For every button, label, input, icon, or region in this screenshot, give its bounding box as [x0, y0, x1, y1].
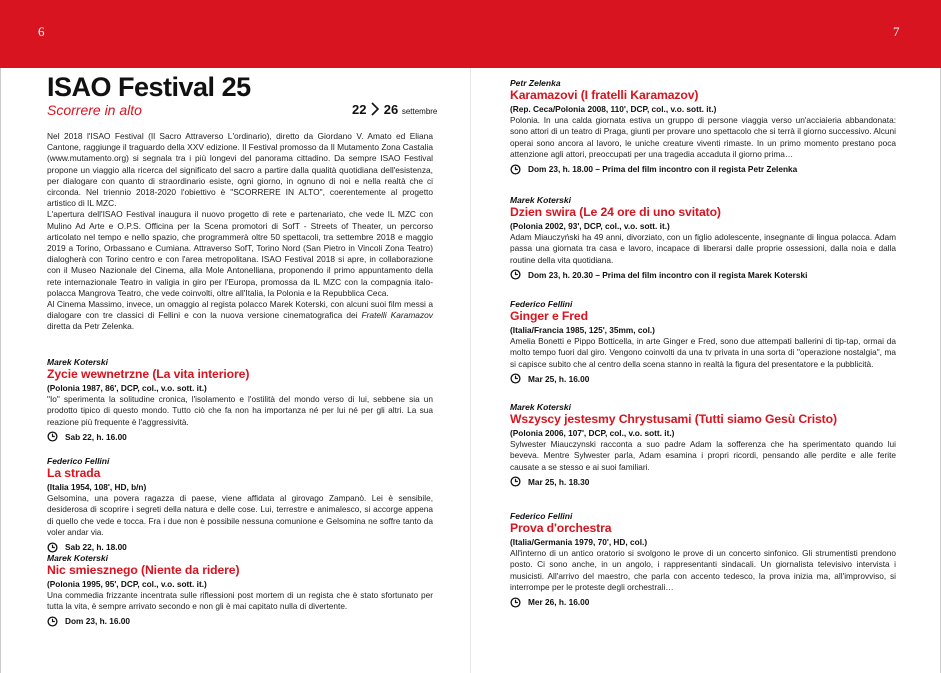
film-showtime	[510, 597, 896, 608]
intro-text: diretta da Petr Zelenka.	[47, 321, 135, 332]
film-title: La strada	[47, 466, 101, 480]
film-entry	[47, 357, 433, 442]
film-director: Marek Koterski	[510, 195, 571, 205]
film-title: Ginger e Fred	[510, 309, 588, 323]
date-start: 22	[352, 102, 367, 117]
film-director: Federico Fellini	[47, 456, 110, 466]
festival-subtitle: Scorrere in alto	[47, 102, 142, 118]
film-entry	[47, 456, 433, 553]
date-month: settembre	[401, 107, 438, 116]
film-director: Marek Koterski	[510, 402, 571, 412]
showtime-text: Dom 23, h. 18.00 – Prima del film incontro con il regista Petr Zelenka	[528, 164, 798, 175]
clock-icon	[510, 373, 521, 384]
festival-dates	[352, 102, 437, 117]
showtime-text: Dom 23, h. 20.30 – Prima del film incontro con il regista Marek Koterski	[528, 269, 808, 280]
film-title: Wszyscy jestesmy Chrystusami (Tutti siamo Gesù Cristo)	[510, 412, 837, 426]
film-showtime	[510, 476, 896, 487]
film-showtime	[510, 269, 896, 280]
intro-film-title: Fratelli Karamazov	[361, 310, 433, 321]
film-title: Zycie wewnetrzne (La vita interiore)	[47, 367, 250, 381]
film-meta: (Italia 1954, 108', HD, b/n)	[47, 482, 147, 492]
intro-paragraph-3	[47, 299, 433, 333]
film-director: Federico Fellini	[510, 299, 573, 309]
showtime-text: Sab 22, h. 16.00	[65, 431, 127, 442]
showtime-text: Mar 25, h. 16.00	[528, 373, 590, 384]
film-entry	[510, 511, 896, 608]
festival-title: ISAO Festival 25	[47, 72, 251, 102]
film-title: Prova d'orchestra	[510, 521, 612, 535]
film-title: Dzien swira (Le 24 ore di uno svitato)	[510, 205, 721, 219]
film-director: Petr Zelenka	[510, 78, 561, 88]
showtime-text: Dom 23, h. 16.00	[65, 616, 131, 627]
film-description: All'interno di un antico oratorio si svolgono le prove di un concerto sinfonico. Gli strumentisti prendono posto. Ci sono anche, in un angolo, i rappresentanti sindacali. Un giornalista televisivo intervista i musicisti. All'arrivo del maestro, che parla con accento tedesco, la prova inizia ma, all'improvviso, si interrompe per le proteste degli orchestrali…	[510, 548, 896, 593]
showtime-text: Sab 22, h. 18.00	[65, 542, 127, 553]
film-meta: (Italia/Germania 1979, 70', HD, col.)	[510, 537, 648, 547]
clock-icon	[510, 597, 521, 608]
film-description: Una commedia frizzante incentrata sulle riflessioni post mortem di un regista che è stato sfortunato per tutta la vita, è sempre arrivato secondo e non gli è mai capitato nulla di divertente.	[47, 590, 433, 612]
clock-icon	[47, 431, 58, 442]
film-director: Federico Fellini	[510, 511, 573, 521]
showtime-text: Mer 26, h. 16.00	[528, 597, 590, 608]
film-meta: (Polonia 2002, 93', DCP, col., v.o. sott. it.)	[510, 221, 670, 231]
film-meta: (Polonia 1995, 95', DCP, col., v.o. sott. it.)	[47, 579, 207, 589]
intro-paragraph-1: Nel 2018 l'ISAO Festival (Il Sacro Attraverso L'ordinario), diretto da Giordano V. Amato ed Eliana Cantone, raggiunge il traguardo della XXV edizione. Il Festival promosso da Il Mutamento Zona Castalia (www.mutamento.org) si segnala tra i più longevi del panorama cittadino. Da sempre ISAO Festival propone un viaggio alla ricerca del significato del sacro a partire dalla qualità quotidiana dell'esistenza, per dialogare con quanto di straordinario esiste, ogni giorno, in ognuno di noi e nella realtà che ci circonda. Nel triennio 2018-2020 l'obiettivo è "SCORRERE IN ALTO", coerentemente al progetto artistico di IL MZC.	[47, 131, 433, 209]
film-showtime	[47, 431, 433, 442]
intro-paragraph-2: L'apertura dell'ISAO Festival inaugura il nuovo progetto di rete e partenariato, che vede IL MZC con Mulino Ad Arte e O.P.S. Officina per la Scena promotori di SofT - Streets of Theater, un percorso articolato nel tempo e nello spazio, che programmerà oltre 50 spettacoli, tra settembre 2018 e maggio 2019 a Torino, Orbassano e Cumiana. Attraverso SofT, Torino Nord (San Pietro in Vincoli Zona Teatro) dialogherà con Torino centro e con l'area metropolitana. ISAO Festival 2018 si apre, in collaborazione con il Museo Nazionale del Cinema, alla Mole Antonelliana, proponendo il primo appuntamento della rete internazionale Teatro in valigia in giro per l'Europa, promossa da IL MZC con la compagnia italo-polacca Mangrova Teatro, che vede coinvolti, oltre all'Italia, la Polonia e la Repubblica Ceca.	[47, 209, 433, 298]
film-showtime	[47, 542, 433, 553]
film-showtime	[510, 373, 896, 384]
film-description: Amelia Bonetti e Pippo Botticella, in arte Ginger e Fred, sono due attempati ballerini di tip-tap, ormai da molto tempo fuori dal giro. Vengono coinvolti da una tv privata in una sorta di "operazione nostalgia", ma si capisce subito che al centro della scena stanno in realtà la figura del presentatore e la pubblicità.	[510, 336, 896, 369]
film-title: Nic smiesznego (Niente da ridere)	[47, 563, 240, 577]
film-description: Gelsomina, una povera ragazza di paese, viene affidata al girovago Zampanò. Lei è sensibile, desiderosa di scoprire i segreti della natura e delle cose. Lui, terrestre e animalesco, si accorge appena di quello che vede e tocca. Fra i due non è possibile nessuna comunione e Gelsomina ne soffre tanto da voler andar via.	[47, 493, 433, 538]
page-number-left: 6	[38, 24, 45, 39]
film-description: "Io" sperimenta la solitudine cronica, l'isolamento e l'ostilità del mondo verso di lui, sebbene sia un prodotto tipico di questo mondo. Tutto ciò che fa non ha importanza né per lui né per gli altri. La sua reazione più frequente è l'aggressività.	[47, 394, 433, 427]
clock-icon	[47, 542, 58, 553]
festival-intro	[47, 131, 433, 333]
film-description: Polonia. In una calda giornata estiva un gruppo di persone viaggia verso un'acciaieria abbandonata: sono attori di un teatro di Praga, giunti per provare uno spettacolo che si terrà il giorno successivo. Alcuni operai sono ancora al lavoro, le uniche creature viventi rimaste. In un primo momento prestano poca attenzione agli attori, preoccupati per una tragedia accaduta il giorno prima…	[510, 115, 896, 160]
film-showtime	[47, 616, 433, 627]
intro-text: Al Cinema Massimo, invece, un omaggio al regista polacco Marek Koterski, con alcuni suoi film messi a dialogare con tre classici di Fellini e con la nuova versione cinematografica dei	[47, 299, 433, 321]
showtime-text: Mar 25, h. 18.30	[528, 476, 590, 487]
film-entry	[510, 299, 896, 384]
film-title: Karamazovi (I fratelli Karamazov)	[510, 88, 699, 102]
film-entry	[510, 78, 896, 175]
clock-icon	[47, 616, 58, 627]
film-director: Marek Koterski	[47, 553, 108, 563]
header-bar	[0, 0, 941, 68]
film-description: Adam Miauczyński ha 49 anni, divorziato, con un figlio adolescente, insegnante di lingua polacca. Adam passa una giornata tra casa e lavoro, incapace di liberarsi dalle proprie ossessioni, dalla noia e dalla routine della vita quotidiana.	[510, 232, 896, 265]
film-showtime	[510, 164, 896, 175]
clock-icon	[510, 164, 521, 175]
film-entry	[510, 195, 896, 280]
page-gutter	[470, 68, 471, 673]
film-meta: (Italia/Francia 1985, 125', 35mm, col.)	[510, 325, 655, 335]
film-description: Sylwester Miauczynski racconta a suo padre Adam la sofferenza che ha sperimentato quando lui beveva. Mentre Sylwester parla, Adam esamina i propri ricordi, pensando alle perdite e alle ferite causate a se stesso e ai suoi familiari.	[510, 439, 896, 472]
film-meta: (Rep. Ceca/Polonia 2008, 110', DCP, col., v.o. sott. it.)	[510, 104, 717, 114]
clock-icon	[510, 476, 521, 487]
arrow-right-icon	[370, 102, 380, 116]
page-edge-left	[0, 68, 1, 673]
film-director: Marek Koterski	[47, 357, 108, 367]
date-end: 26	[383, 102, 399, 117]
film-entry	[510, 402, 896, 487]
page-number-right: 7	[893, 24, 900, 39]
clock-icon	[510, 269, 521, 280]
film-meta: (Polonia 2006, 107', DCP, col., v.o. sott. it.)	[510, 428, 675, 438]
film-entry	[47, 553, 433, 627]
film-meta: (Polonia 1987, 86', DCP, col., v.o. sott. it.)	[47, 383, 207, 393]
